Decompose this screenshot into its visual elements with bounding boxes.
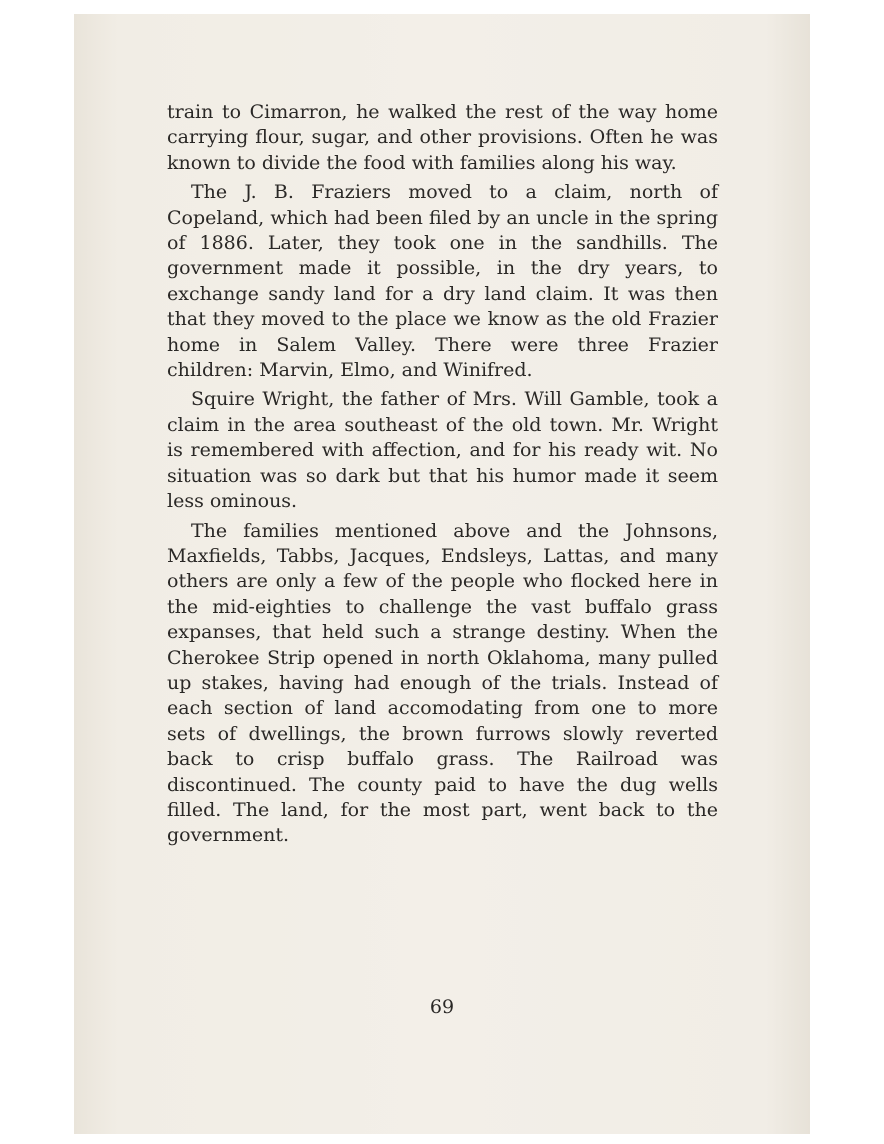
page-number: 69 [429, 996, 455, 1018]
paragraph-1: train to Cimarron, he walked the rest of the way home carrying flour, sugar, and other provisions. Often he was known to divide the food with families along his way. [167, 101, 718, 174]
body-text [167, 100, 718, 849]
paragraph-2: The J. B. Fraziers moved to a claim, north of Copeland, which had been filed by an uncle in the spring of 1886. Later, they took one in the sandhills. The government made it possible, in the dry years, to exchange sandy land for a dry land claim. It was then that they moved to the place we know as the old Frazier home in Salem Valley. There were three Frazier children: Marvin, Elmo, and Winifred. [167, 181, 718, 382]
paragraph-3: Squire Wright, the father of Mrs. Will Gamble, took a claim in the area southeast of the old town. Mr. Wright is remembered with affection, and for his ready wit. No situation was so dark but that his humor made it seem less ominous. [167, 388, 718, 513]
paragraph-4: The families mentioned above and the Johnsons, Maxfields, Tabbs, Jacques, Endsleys, Lattas, and many others are only a few of the people who flocked here in the mid-eighties to challenge the vast buffalo grass expanses, that held such a strange destiny. When the Cherokee Strip opened in north Oklahoma, many pulled up stakes, having had enough of the trials. Instead of each section of land accomodating from one to more sets of dwellings, the brown furrows slowly reverted back to crisp buffalo grass. The Railroad was discontinued. The county paid to have the dug wells filled. The land, for the most part, went back to the government. [167, 519, 718, 847]
